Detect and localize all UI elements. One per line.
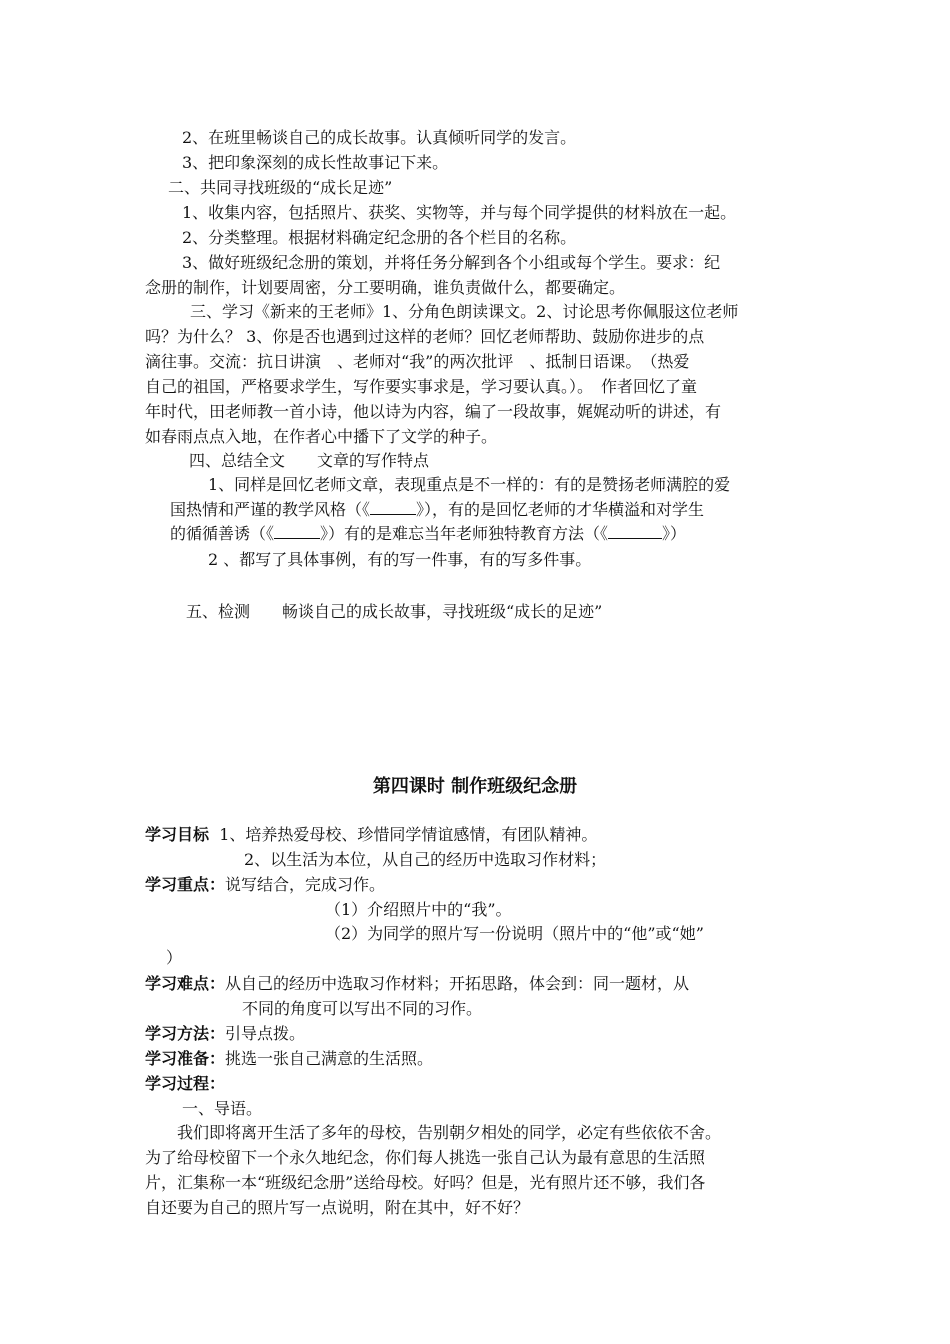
method-label: 学习方法： — [145, 1024, 226, 1043]
learning-goals — [145, 823, 597, 847]
section-heading: 一、导语。 — [182, 1099, 263, 1118]
process-label: 学习过程： — [145, 1074, 226, 1093]
text-segment: 》），有的是回忆老师的才华横溢和对学生 — [416, 500, 705, 519]
text-segment: 》） — [662, 524, 687, 543]
learning-method — [145, 1022, 305, 1046]
text-line: 2、分类整理。根据材料确定纪念册的各个栏目的名称。 — [182, 228, 577, 247]
text-line: 3、做好班级纪念册的策划，并将任务分解到各个小组或每个学生。要求：纪 — [182, 253, 721, 272]
learning-focus — [145, 873, 385, 897]
goal-item: 2、以生活为本位，从自己的经历中选取习作材料； — [244, 850, 607, 869]
focus-label: 学习重点： — [145, 875, 226, 894]
goal-item: 1、培养热爱母校、珍惜同学情谊感情，有团队精神。 — [219, 825, 598, 844]
learning-difficulty — [145, 972, 689, 996]
section-heading: 五、检测 畅谈自己的成长故事，寻找班级“成长的足迹” — [186, 602, 603, 621]
text-line: 我们即将离开生活了多年的母校，告别朝夕相处的同学，必定有些依依不舍。 — [177, 1123, 722, 1142]
text-line: 如春雨点点入地，在作者心中播下了文学的种子。 — [145, 427, 498, 446]
text-line: 3、把印象深刻的成长性故事记下来。 — [182, 153, 449, 172]
section-heading: 二、共同寻找班级的“成长足迹” — [168, 178, 393, 197]
text-segment: 》）有的是难忘当年老师独特教育方法（《 — [320, 524, 609, 543]
text-segment: 国热情和严谨的教学风格（《 — [170, 500, 371, 519]
difficulty-label: 学习难点： — [145, 974, 226, 993]
text-line: 年时代，田老师教一首小诗，他以诗为内容，编了一段故事，娓娓动听的讲述，有 — [145, 402, 722, 421]
section-heading: 三、学习《新来的王老师》1、分角色朗读课文。2、讨论思考你佩服这位老师 — [190, 302, 739, 321]
lesson-title: 第四课时 制作班级纪念册 — [372, 776, 578, 797]
text-line: 1、收集内容，包括照片、获奖、实物等，并与每个同学提供的材料放在一起。 — [182, 203, 737, 222]
focus-item: （2）为同学的照片写一份说明（照片中的“他”或“她” — [325, 924, 704, 943]
fill-blank[interactable] — [608, 524, 662, 539]
focus-item: （1）介绍照片中的“我”。 — [325, 900, 512, 919]
text-line: 片，汇集称一本“班级纪念册”送给母校。好吗？但是，光有照片还不够，我们各 — [145, 1173, 706, 1192]
focus-item: ） — [166, 948, 183, 967]
difficulty-text: 从自己的经历中选取习作材料；开拓思路，体会到：同一题材，从 — [225, 974, 690, 993]
text-line: 1、同样是回忆老师文章，表现重点是不一样的：有的是赞扬老师满腔的爱 — [208, 475, 731, 494]
prep-label: 学习准备： — [145, 1049, 226, 1068]
text-line: 为了给母校留下一个永久地纪念，你们每人挑选一张自己认为最有意思的生活照 — [145, 1148, 706, 1167]
goal-label: 学习目标 — [145, 825, 210, 844]
learning-preparation — [145, 1047, 433, 1071]
text-line: 2 、都写了具体事例，有的写一件事，有的写多件事。 — [208, 550, 592, 569]
text-line: 念册的制作，计划要周密，分工要明确，谁负责做什么，都要确定。 — [145, 278, 626, 297]
section-heading: 四、总结全文 文章的写作特点 — [189, 451, 430, 470]
fill-blank[interactable] — [370, 500, 416, 515]
text-line: 吗？为什么？ 3、你是否也遇到过这样的老师？回忆老师帮助、鼓励你进步的点 — [145, 327, 705, 346]
text-line — [170, 522, 686, 546]
text-line: 自己的祖国，严格要求学生，写作要实事求是，学习要认真。）。 作者回忆了童 — [145, 377, 698, 396]
text-line: 2、在班里畅谈自己的成长故事。认真倾听同学的发言。 — [182, 128, 577, 147]
difficulty-text: 不同的角度可以写出不同的习作。 — [242, 999, 483, 1018]
text-line — [170, 498, 704, 522]
text-segment: 的循循善诱（《 — [170, 524, 275, 543]
text-line: 自还要为自己的照片写一点说明，附在其中，好不好？ — [145, 1198, 530, 1217]
method-text: 引导点拨。 — [225, 1024, 306, 1043]
text-line: 滴往事。交流：抗日讲演 、老师对“我”的两次批评 、抵制日语课。 （热爱 — [145, 352, 690, 371]
fill-blank[interactable] — [274, 524, 320, 539]
focus-text: 说写结合，完成习作。 — [225, 875, 386, 894]
prep-text: 挑选一张自己满意的生活照。 — [225, 1049, 434, 1068]
